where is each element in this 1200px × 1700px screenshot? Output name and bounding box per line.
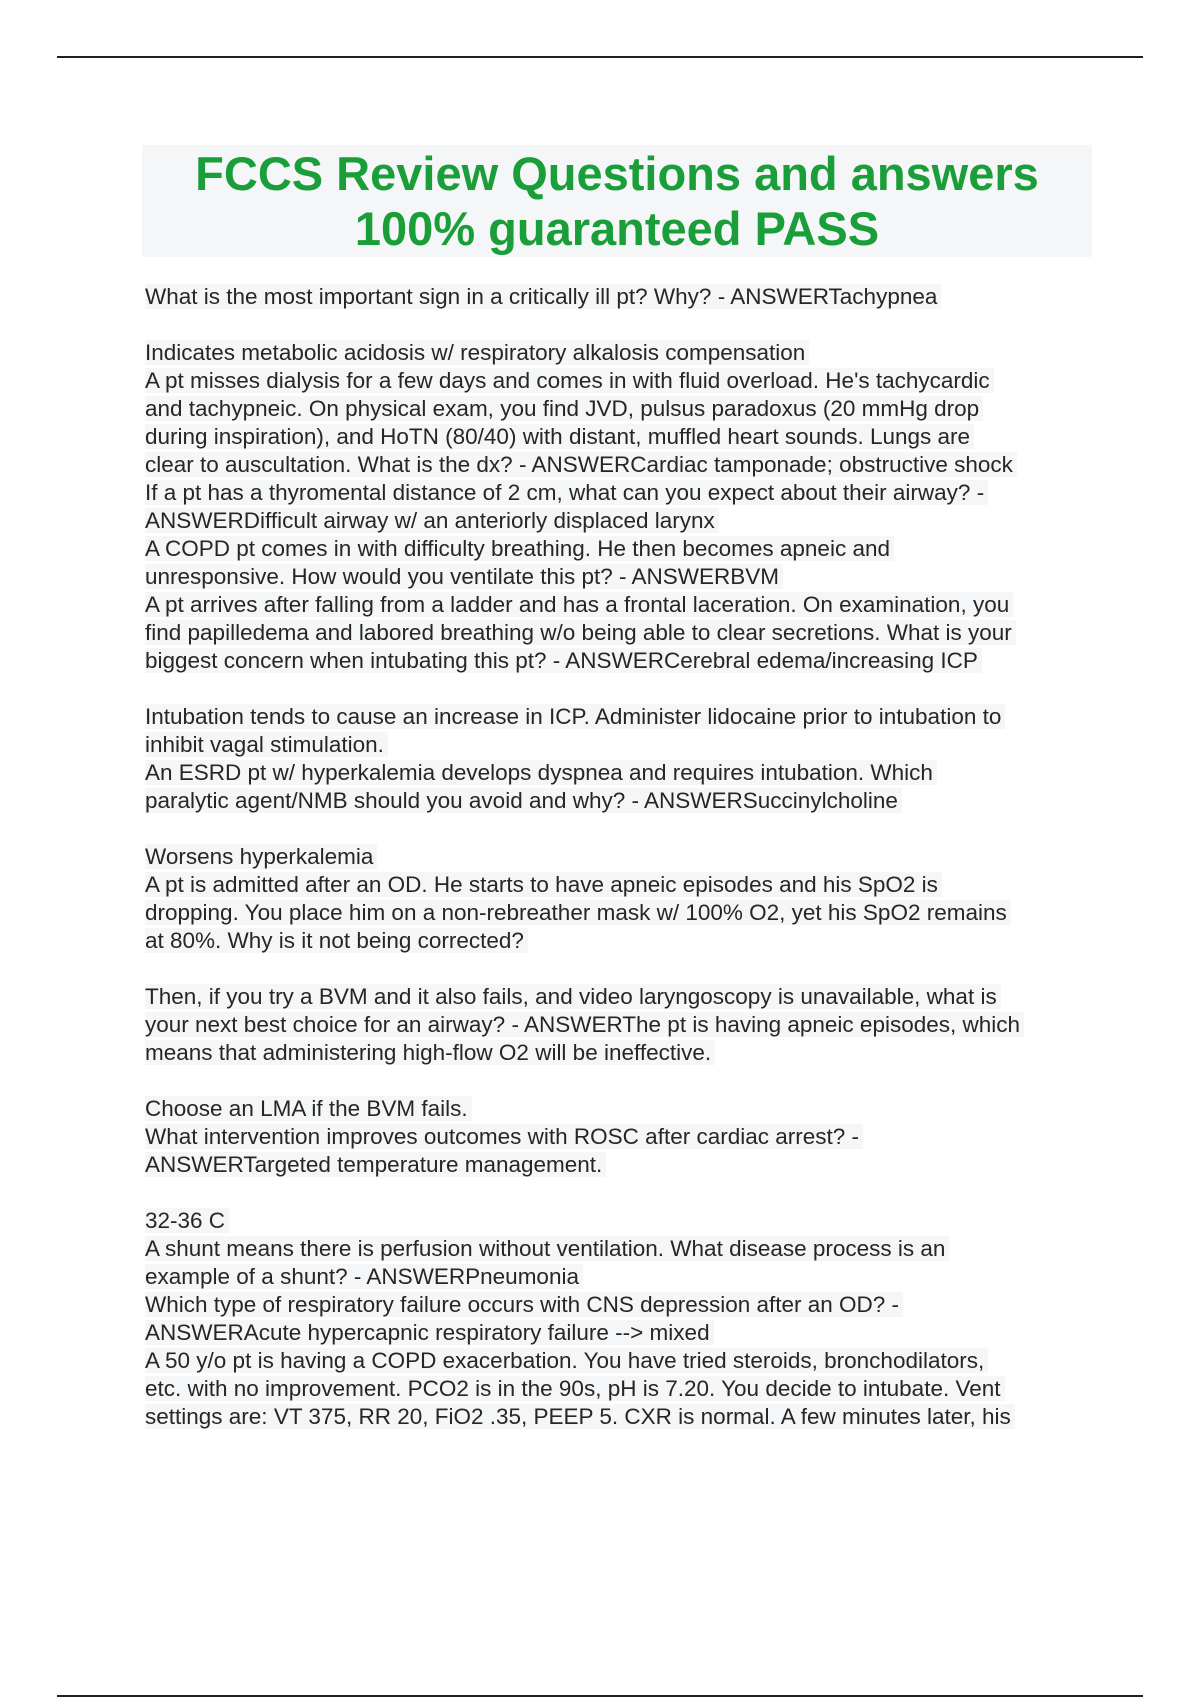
text-line bbox=[145, 1207, 1095, 1235]
paragraph-gap bbox=[145, 955, 1095, 983]
top-rule bbox=[57, 56, 1143, 58]
text-line-content: A pt is admitted after an OD. He starts to have apneic episodes and his SpO2 is bbox=[145, 872, 942, 897]
text-line-content: during inspiration), and HoTN (80/40) with distant, muffled heart sounds. Lungs are bbox=[145, 424, 974, 449]
text-line-content: inhibit vagal stimulation. bbox=[145, 732, 388, 757]
text-line bbox=[145, 1347, 1095, 1375]
text-line bbox=[145, 563, 1095, 591]
text-line bbox=[145, 703, 1095, 731]
text-line bbox=[145, 759, 1095, 787]
paragraph-gap bbox=[145, 1067, 1095, 1095]
text-line bbox=[145, 619, 1095, 647]
text-line-content: A shunt means there is perfusion without ventilation. What disease process is an bbox=[145, 1236, 949, 1261]
paragraph-gap bbox=[145, 1179, 1095, 1207]
text-line-content: A pt arrives after falling from a ladder and has a frontal laceration. On examination, you bbox=[145, 592, 1013, 617]
text-line bbox=[145, 787, 1095, 815]
text-line-content: settings are: VT 375, RR 20, FiO2 .35, PEEP 5. CXR is normal. A few minutes later, his bbox=[145, 1404, 1015, 1429]
text-line bbox=[145, 1039, 1095, 1067]
text-line bbox=[145, 367, 1095, 395]
title-line-1: FCCS Review Questions and answers bbox=[195, 147, 1039, 200]
text-line bbox=[145, 871, 1095, 899]
document-body bbox=[145, 283, 1095, 1431]
paragraph-gap bbox=[145, 311, 1095, 339]
text-line bbox=[145, 479, 1095, 507]
text-line-content: ANSWERTargeted temperature management. bbox=[145, 1152, 606, 1177]
text-line-content: If a pt has a thyromental distance of 2 cm, what can you expect about their airway? - bbox=[145, 480, 988, 505]
text-line bbox=[145, 535, 1095, 563]
text-line-content: 32-36 C bbox=[145, 1208, 229, 1233]
text-line bbox=[145, 647, 1095, 675]
text-line bbox=[145, 899, 1095, 927]
text-line-content: Worsens hyperkalemia bbox=[145, 844, 377, 869]
text-line-content: find papilledema and labored breathing w/o being able to clear secretions. What is your bbox=[145, 620, 1016, 645]
text-line-content: clear to auscultation. What is the dx? - ANSWERCardiac tamponade; obstructive shock bbox=[145, 452, 1017, 477]
text-line bbox=[145, 591, 1095, 619]
text-line-content: biggest concern when intubating this pt? - ANSWERCerebral edema/increasing ICP bbox=[145, 648, 982, 673]
bottom-rule bbox=[57, 1695, 1143, 1697]
text-line bbox=[145, 1151, 1095, 1179]
text-line bbox=[145, 843, 1095, 871]
text-line bbox=[145, 927, 1095, 955]
text-line bbox=[145, 451, 1095, 479]
text-line-content: dropping. You place him on a non-rebreather mask w/ 100% O2, yet his SpO2 remains bbox=[145, 900, 1011, 925]
text-line bbox=[145, 1319, 1095, 1347]
text-line-content: An ESRD pt w/ hyperkalemia develops dyspnea and requires intubation. Which bbox=[145, 760, 937, 785]
text-line-content: A COPD pt comes in with difficulty breathing. He then becomes apneic and bbox=[145, 536, 894, 561]
text-line bbox=[145, 1235, 1095, 1263]
text-line bbox=[145, 339, 1095, 367]
text-line-content: etc. with no improvement. PCO2 is in the 90s, pH is 7.20. You decide to intubate. Vent bbox=[145, 1376, 1005, 1401]
paragraph-gap bbox=[145, 675, 1095, 703]
text-line bbox=[145, 1263, 1095, 1291]
text-line bbox=[145, 1123, 1095, 1151]
text-line bbox=[145, 731, 1095, 759]
text-line-content: A pt misses dialysis for a few days and comes in with fluid overload. He's tachycardic bbox=[145, 368, 994, 393]
text-line bbox=[145, 283, 1095, 311]
text-line-content: and tachypneic. On physical exam, you find JVD, pulsus paradoxus (20 mmHg drop bbox=[145, 396, 983, 421]
text-line bbox=[145, 1291, 1095, 1319]
text-line bbox=[145, 423, 1095, 451]
text-line-content: Indicates metabolic acidosis w/ respiratory alkalosis compensation bbox=[145, 340, 809, 365]
text-line-content: Intubation tends to cause an increase in ICP. Administer lidocaine prior to intubation to bbox=[145, 704, 1005, 729]
text-line-content: ANSWERDifficult airway w/ an anteriorly displaced larynx bbox=[145, 508, 719, 533]
text-line bbox=[145, 1403, 1095, 1431]
text-line-content: paralytic agent/NMB should you avoid and why? - ANSWERSuccinylcholine bbox=[145, 788, 902, 813]
text-line-content: means that administering high-flow O2 will be ineffective. bbox=[145, 1040, 715, 1065]
text-line-content: What is the most important sign in a critically ill pt? Why? - ANSWERTachypnea bbox=[145, 284, 941, 309]
text-line bbox=[145, 1375, 1095, 1403]
text-line-content: Then, if you try a BVM and it also fails, and video laryngoscopy is unavailable, what is bbox=[145, 984, 1001, 1009]
paragraph-gap bbox=[145, 815, 1095, 843]
text-line-content: Choose an LMA if the BVM fails. bbox=[145, 1096, 472, 1121]
title-line-2: 100% guaranteed PASS bbox=[354, 202, 880, 255]
text-line-content: unresponsive. How would you ventilate this pt? - ANSWERBVM bbox=[145, 564, 783, 589]
text-line-content: your next best choice for an airway? - ANSWERThe pt is having apneic episodes, which bbox=[145, 1012, 1024, 1037]
text-line-content: Which type of respiratory failure occurs with CNS depression after an OD? - bbox=[145, 1292, 903, 1317]
text-line-content: at 80%. Why is it not being corrected? bbox=[145, 928, 528, 953]
document-title bbox=[142, 145, 1092, 257]
text-line-content: What intervention improves outcomes with ROSC after cardiac arrest? - bbox=[145, 1124, 863, 1149]
text-line bbox=[145, 1011, 1095, 1039]
text-line bbox=[145, 1095, 1095, 1123]
text-line bbox=[145, 507, 1095, 535]
text-line-content: A 50 y/o pt is having a COPD exacerbation. You have tried steroids, bronchodilators, bbox=[145, 1348, 988, 1373]
text-line bbox=[145, 395, 1095, 423]
text-line-content: ANSWERAcute hypercapnic respiratory failure --> mixed bbox=[145, 1320, 714, 1345]
text-line-content: example of a shunt? - ANSWERPneumonia bbox=[145, 1264, 583, 1289]
text-line bbox=[145, 983, 1095, 1011]
